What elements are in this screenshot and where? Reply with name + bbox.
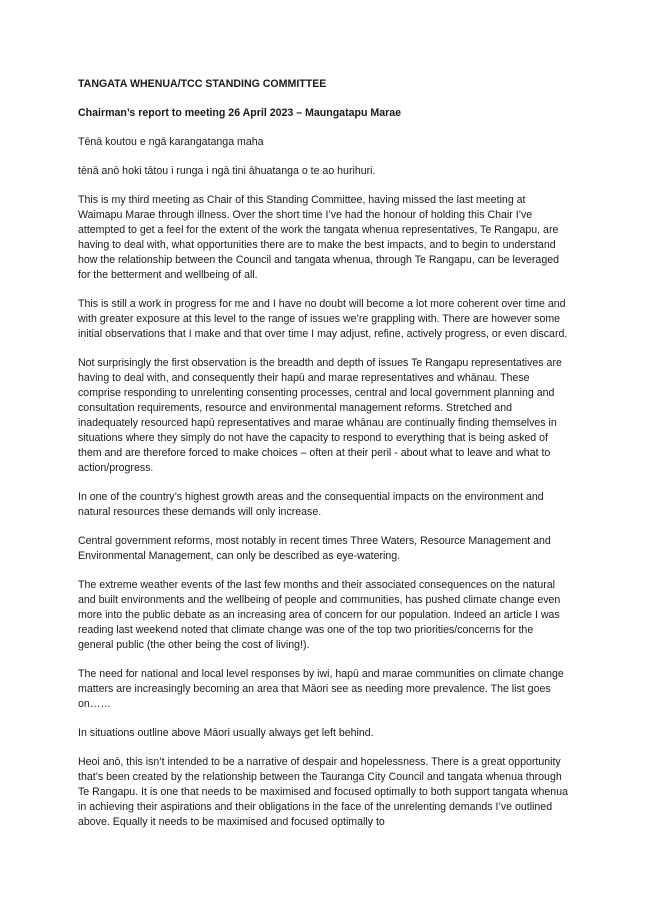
paragraph-work-in-progress: This is still a work in progress for me and I have no doubt will become a lot more coherent over time and with greater exposure at this level to the range of issues we’re grappling with. There are however some initial observations that I make and that over time I may adjust, refine, actively progress, or even discard. [78,298,568,340]
paragraph-first-observation: Not surprisingly the first observation is the breadth and depth of issues Te Rangapu representatives are having to deal with, and consequently their hapū and marae representatives and whānau. These comprise responding to unrelenting consenting processes, central and local government planning and consultation requirements, resource and environmental management reforms. Stretched and inadequately resourced hapū representatives and marae whānau are continually finding themselves in situations where they simply do not have the capacity to respond to everything that is being asked of them and are therefore forced to make choices – often at their peril - about what to leave and what to action/progress. [78,357,562,474]
paragraph-climate-responses: The need for national and local level responses by iwi, hapū and marae communities on climate change matters are increasingly becoming an area that Māori see as needing more prevalence. The list goes on…… [78,668,564,710]
document-title: TANGATA WHENUA/TCC STANDING COMMITTEE [78,78,327,90]
report-subtitle: Chairman’s report to meeting 26 April 2023 – Maungatapu Marae [78,107,402,119]
greeting-line-1: Tēnā koutou e ngā karangatanga maha [78,136,264,148]
greeting-line-2: tēnā anō hoki tātou i runga i ngā tini āhuatanga o te ao hurihuri. [78,165,376,177]
document-page [78,77,568,844]
paragraph-opportunity: Heoi anō, this isn’t intended to be a narrative of despair and hopelessness. There is a great opportunity that’s been created by the relationship between the Tauranga City Council and tangata whenua through Te Rangapu. It is one that needs to be maximised and focused optimally to both support tangata whenua in achieving their aspirations and their obligations in the face of the unrelenting demands I’ve outlined above. Equally it needs to be maximised and focused optimally to [78,756,568,828]
paragraph-growth-areas: In one of the country’s highest growth areas and the consequential impacts on the environment and natural resources these demands will only increase. [78,491,544,518]
paragraph-left-behind: In situations outline above Māori usually always get left behind. [78,727,374,739]
paragraph-government-reforms: Central government reforms, most notably in recent times Three Waters, Resource Management and Environmental Management, can only be described as eye-watering. [78,535,551,562]
paragraph-intro: This is my third meeting as Chair of this Standing Committee, having missed the last meeting at Waimapu Marae through illness. Over the short time I’ve had the honour of holding this Chair I’ve attempted to get a feel for the extent of the work the tangata whenua representatives, Te Rangapu, are having to deal with, what opportunities there are to make the best impacts, and to begin to understand how the relationship between the Council and tangata whenua, through Te Rangapu, can be leveraged for the betterment and wellbeing of all. [78,194,559,281]
paragraph-extreme-weather: The extreme weather events of the last few months and their associated consequences on the natural and built environments and the wellbeing of people and communities, has pushed climate change even more into the public debate as an increasing area of concern for our population. Indeed an article I was reading last weekend noted that climate change was one of the top two priorities/concerns for the general public (the other being the cost of living!). [78,579,561,651]
